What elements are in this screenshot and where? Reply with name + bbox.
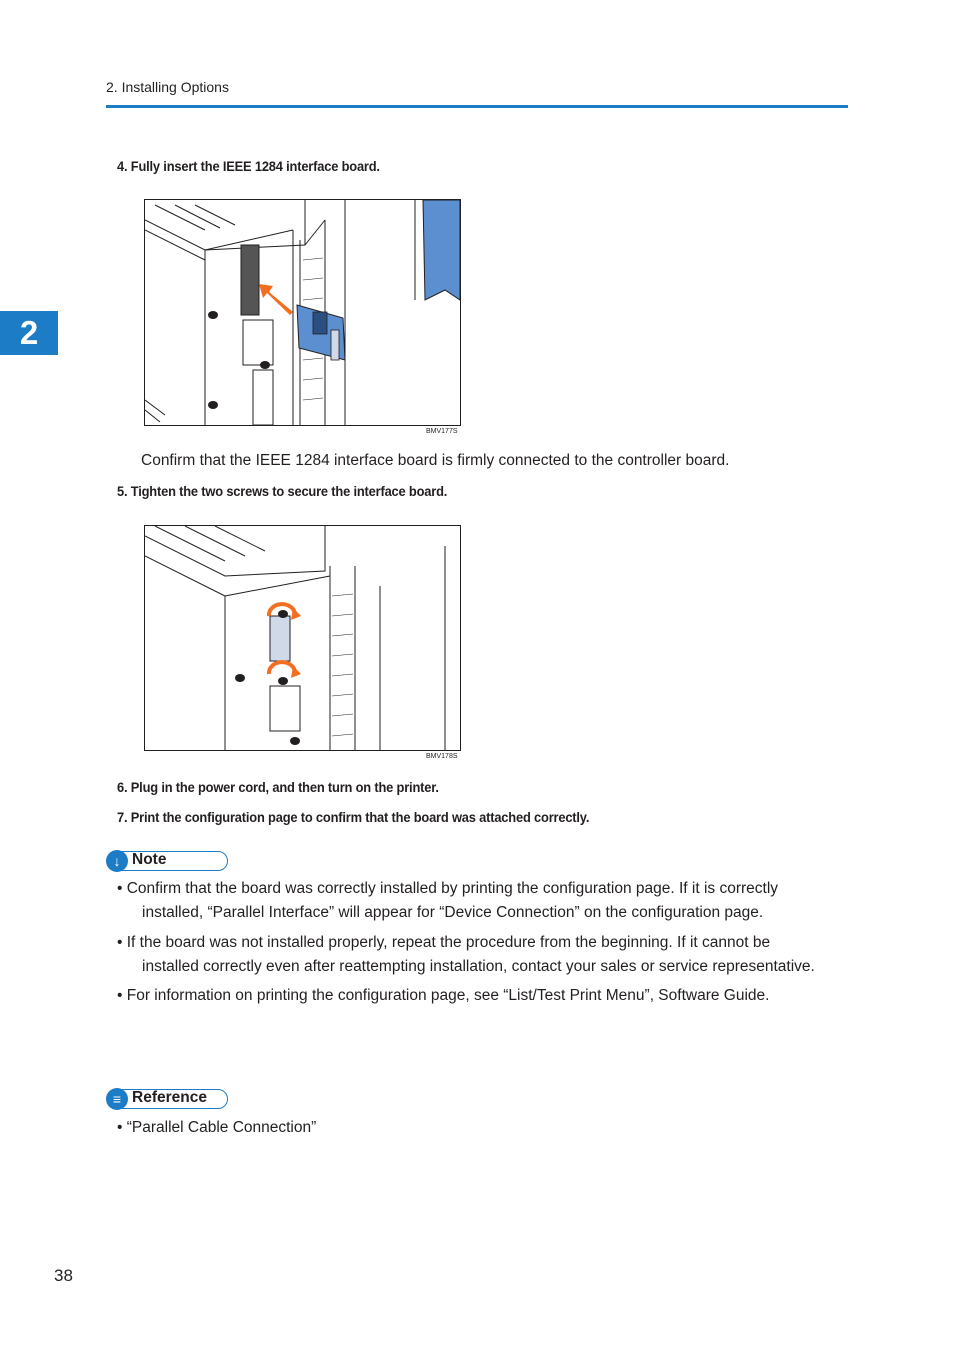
running-header: 2. Installing Options <box>106 79 229 95</box>
header-rule <box>106 105 848 108</box>
figure-code: BMV177S <box>426 428 458 435</box>
step-6: 6. Plug in the power cord, and then turn on the printer. <box>117 779 439 795</box>
step-7: 7. Print the configuration page to confirm that the board was attached correctly. <box>117 809 590 825</box>
note-label: Note <box>132 851 167 868</box>
page-number: 38 <box>54 1266 73 1285</box>
note-item: • For information on printing the configuration page, see “List/Test Print Menu”, Software Guide. <box>117 987 770 1004</box>
reference-item[interactable]: • “Parallel Cable Connection” <box>117 1119 317 1136</box>
note-item: • Confirm that the board was correctly installed by printing the configuration page. If it is correctly installed, “Parallel Interface” will appear for “Device Connection” on the configuration page. <box>117 880 779 921</box>
document-icon: ≡ <box>106 1088 128 1110</box>
figure-insert-board <box>144 199 461 426</box>
chapter-tab: 2 <box>0 311 58 355</box>
note-item: • If the board was not installed properly, repeat the procedure from the beginning. If it cannot be installed correctly even after reattempting installation, contact your sales or service representative. <box>117 934 815 975</box>
step-5: 5. Tighten the two screws to secure the interface board. <box>117 483 448 499</box>
figure-code: BMV178S <box>426 753 458 760</box>
confirm-text: Confirm that the IEEE 1284 interface board is firmly connected to the controller board. <box>141 452 730 469</box>
down-arrow-icon: ↓ <box>106 850 128 872</box>
step-4: 4. Fully insert the IEEE 1284 interface board. <box>117 158 380 174</box>
figure-tighten-screws <box>144 525 461 751</box>
reference-heading <box>107 1089 228 1109</box>
reference-label: Reference <box>132 1089 207 1106</box>
note-heading <box>107 851 228 871</box>
